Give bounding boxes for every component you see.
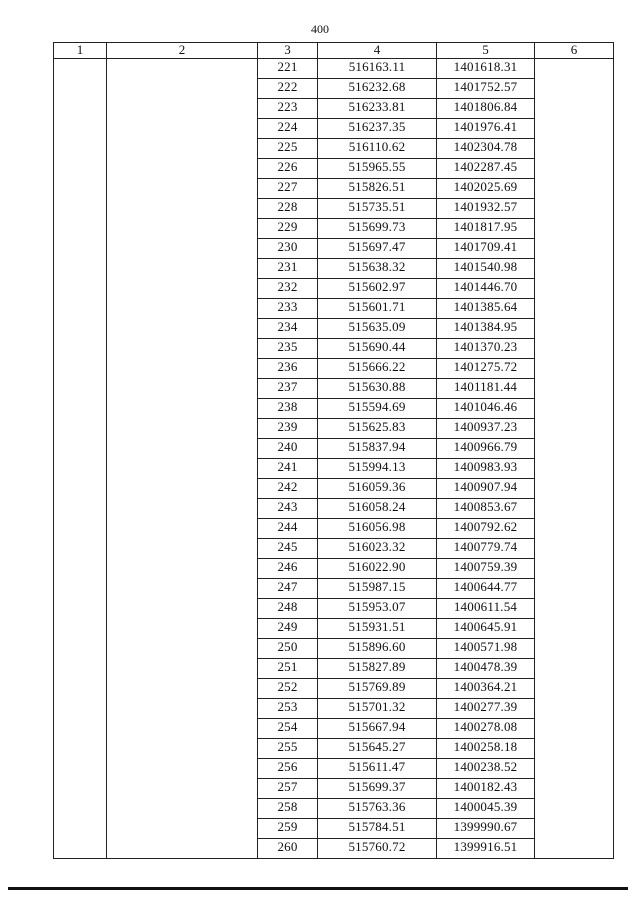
y-coordinate-cell: 1400937.23 [437, 418, 535, 438]
point-number-cell: 233 [258, 298, 318, 318]
x-coordinate-cell: 515965.55 [318, 158, 437, 178]
x-coordinate-cell: 516023.32 [318, 538, 437, 558]
x-coordinate-cell: 516110.62 [318, 138, 437, 158]
point-number-cell: 259 [258, 818, 318, 838]
column-header-2: 2 [107, 43, 258, 59]
column-1-cell [54, 58, 107, 858]
point-number-cell: 255 [258, 738, 318, 758]
point-number-cell: 242 [258, 478, 318, 498]
table-body [54, 58, 614, 858]
point-number-cell: 229 [258, 218, 318, 238]
y-coordinate-cell: 1401932.57 [437, 198, 535, 218]
y-coordinate-cell: 1400277.39 [437, 698, 535, 718]
x-coordinate-cell: 515625.83 [318, 418, 437, 438]
y-coordinate-cell: 1400611.54 [437, 598, 535, 618]
point-number-cell: 248 [258, 598, 318, 618]
header-row [54, 43, 614, 59]
x-coordinate-cell: 515635.09 [318, 318, 437, 338]
x-coordinate-cell: 515611.47 [318, 758, 437, 778]
x-coordinate-cell: 515690.44 [318, 338, 437, 358]
x-coordinate-cell: 515601.71 [318, 298, 437, 318]
x-coordinate-cell: 516233.81 [318, 98, 437, 118]
point-number-cell: 247 [258, 578, 318, 598]
x-coordinate-cell: 515760.72 [318, 838, 437, 858]
point-number-cell: 236 [258, 358, 318, 378]
y-coordinate-cell: 1401385.64 [437, 298, 535, 318]
point-number-cell: 246 [258, 558, 318, 578]
x-coordinate-cell: 515666.22 [318, 358, 437, 378]
point-number-cell: 254 [258, 718, 318, 738]
x-coordinate-cell: 516056.98 [318, 518, 437, 538]
x-coordinate-cell: 515953.07 [318, 598, 437, 618]
y-coordinate-cell: 1401384.95 [437, 318, 535, 338]
x-coordinate-cell: 515827.89 [318, 658, 437, 678]
y-coordinate-cell: 1402304.78 [437, 138, 535, 158]
point-number-cell: 227 [258, 178, 318, 198]
x-coordinate-cell: 515699.73 [318, 218, 437, 238]
point-number-cell: 241 [258, 458, 318, 478]
point-number-cell: 258 [258, 798, 318, 818]
y-coordinate-cell: 1400644.77 [437, 578, 535, 598]
x-coordinate-cell: 515826.51 [318, 178, 437, 198]
y-coordinate-cell: 1402025.69 [437, 178, 535, 198]
page-number: 400 [311, 22, 329, 36]
y-coordinate-cell: 1400792.62 [437, 518, 535, 538]
point-number-cell: 235 [258, 338, 318, 358]
y-coordinate-cell: 1400238.52 [437, 758, 535, 778]
x-coordinate-cell: 515697.47 [318, 238, 437, 258]
x-coordinate-cell: 516059.36 [318, 478, 437, 498]
point-number-cell: 228 [258, 198, 318, 218]
point-number-cell: 253 [258, 698, 318, 718]
y-coordinate-cell: 1400983.93 [437, 458, 535, 478]
point-number-cell: 244 [258, 518, 318, 538]
x-coordinate-cell: 515763.36 [318, 798, 437, 818]
y-coordinate-cell: 1400258.18 [437, 738, 535, 758]
y-coordinate-cell: 1402287.45 [437, 158, 535, 178]
point-number-cell: 252 [258, 678, 318, 698]
y-coordinate-cell: 1400759.39 [437, 558, 535, 578]
x-coordinate-cell: 515896.60 [318, 638, 437, 658]
x-coordinate-cell: 515630.88 [318, 378, 437, 398]
column-header-4: 4 [318, 43, 437, 59]
x-coordinate-cell: 516232.68 [318, 78, 437, 98]
y-coordinate-cell: 1400645.91 [437, 618, 535, 638]
y-coordinate-cell: 1401046.46 [437, 398, 535, 418]
x-coordinate-cell: 515837.94 [318, 438, 437, 458]
y-coordinate-cell: 1401275.72 [437, 358, 535, 378]
x-coordinate-cell: 515994.13 [318, 458, 437, 478]
point-number-cell: 240 [258, 438, 318, 458]
column-2-cell [107, 58, 258, 858]
bottom-rule [8, 887, 628, 890]
column-header-1: 1 [54, 43, 107, 59]
point-number-cell: 256 [258, 758, 318, 778]
y-coordinate-cell: 1401618.31 [437, 58, 535, 78]
x-coordinate-cell: 515602.97 [318, 278, 437, 298]
y-coordinate-cell: 1401181.44 [437, 378, 535, 398]
y-coordinate-cell: 1400571.98 [437, 638, 535, 658]
point-number-cell: 249 [258, 618, 318, 638]
y-coordinate-cell: 1399916.51 [437, 838, 535, 858]
column-header-3: 3 [258, 43, 318, 59]
column-6-cell [535, 58, 614, 858]
y-coordinate-cell: 1401446.70 [437, 278, 535, 298]
y-coordinate-cell: 1401709.41 [437, 238, 535, 258]
x-coordinate-cell: 515638.32 [318, 258, 437, 278]
x-coordinate-cell: 515667.94 [318, 718, 437, 738]
point-number-cell: 231 [258, 258, 318, 278]
point-number-cell: 243 [258, 498, 318, 518]
x-coordinate-cell: 515735.51 [318, 198, 437, 218]
point-number-cell: 221 [258, 58, 318, 78]
x-coordinate-cell: 516022.90 [318, 558, 437, 578]
y-coordinate-cell: 1400364.21 [437, 678, 535, 698]
y-coordinate-cell: 1400907.94 [437, 478, 535, 498]
x-coordinate-cell: 516163.11 [318, 58, 437, 78]
y-coordinate-cell: 1401976.41 [437, 118, 535, 138]
point-number-cell: 232 [258, 278, 318, 298]
point-number-cell: 238 [258, 398, 318, 418]
point-number-cell: 237 [258, 378, 318, 398]
x-coordinate-cell: 515784.51 [318, 818, 437, 838]
x-coordinate-cell: 515645.27 [318, 738, 437, 758]
y-coordinate-cell: 1401752.57 [437, 78, 535, 98]
y-coordinate-cell: 1401540.98 [437, 258, 535, 278]
point-number-cell: 257 [258, 778, 318, 798]
table-row [54, 58, 614, 78]
point-number-cell: 245 [258, 538, 318, 558]
y-coordinate-cell: 1400182.43 [437, 778, 535, 798]
point-number-cell: 230 [258, 238, 318, 258]
point-number-cell: 222 [258, 78, 318, 98]
point-number-cell: 250 [258, 638, 318, 658]
coordinates-table [53, 42, 614, 859]
point-number-cell: 251 [258, 658, 318, 678]
y-coordinate-cell: 1401817.95 [437, 218, 535, 238]
point-number-cell: 260 [258, 838, 318, 858]
y-coordinate-cell: 1399990.67 [437, 818, 535, 838]
y-coordinate-cell: 1400278.08 [437, 718, 535, 738]
x-coordinate-cell: 516058.24 [318, 498, 437, 518]
point-number-cell: 224 [258, 118, 318, 138]
y-coordinate-cell: 1400853.67 [437, 498, 535, 518]
point-number-cell: 234 [258, 318, 318, 338]
x-coordinate-cell: 515769.89 [318, 678, 437, 698]
x-coordinate-cell: 515931.51 [318, 618, 437, 638]
y-coordinate-cell: 1400966.79 [437, 438, 535, 458]
point-number-cell: 225 [258, 138, 318, 158]
x-coordinate-cell: 515987.15 [318, 578, 437, 598]
y-coordinate-cell: 1400045.39 [437, 798, 535, 818]
point-number-cell: 239 [258, 418, 318, 438]
x-coordinate-cell: 515594.69 [318, 398, 437, 418]
y-coordinate-cell: 1401370.23 [437, 338, 535, 358]
y-coordinate-cell: 1401806.84 [437, 98, 535, 118]
column-header-6: 6 [535, 43, 614, 59]
y-coordinate-cell: 1400779.74 [437, 538, 535, 558]
y-coordinate-cell: 1400478.39 [437, 658, 535, 678]
x-coordinate-cell: 515699.37 [318, 778, 437, 798]
x-coordinate-cell: 516237.35 [318, 118, 437, 138]
point-number-cell: 226 [258, 158, 318, 178]
x-coordinate-cell: 515701.32 [318, 698, 437, 718]
point-number-cell: 223 [258, 98, 318, 118]
column-header-5: 5 [437, 43, 535, 59]
